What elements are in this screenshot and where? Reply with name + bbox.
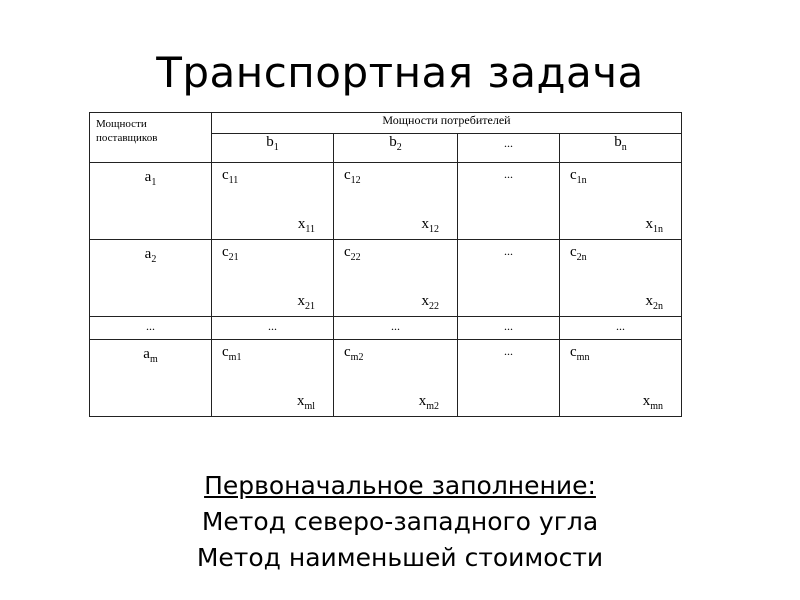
- cost-value: $c_{21}$: [222, 244, 239, 263]
- var-value: $x_{ml}$: [296, 393, 315, 412]
- cost-value: $c_{m2}$: [344, 344, 364, 363]
- var-value: $x_{12}$: [421, 216, 439, 235]
- ellipsis: ...: [334, 317, 458, 340]
- supplier-a2: $a_2$: [90, 240, 212, 317]
- ellipsis: ...: [560, 317, 682, 340]
- consumer-ellipsis: ...: [458, 134, 560, 163]
- cost-cell: [334, 240, 458, 317]
- ellipsis: ...: [90, 317, 212, 340]
- var-value: $x_{mn}$: [642, 393, 663, 412]
- table-row: [90, 240, 682, 317]
- supplier-am: $a_m$: [90, 340, 212, 417]
- cost-cell: [212, 340, 334, 417]
- cost-cell: [560, 340, 682, 417]
- cost-cell: [212, 163, 334, 240]
- var-value: $x_{21}$: [297, 293, 315, 312]
- ellipsis-cell: ...: [458, 163, 560, 240]
- cost-cell: [560, 240, 682, 317]
- ellipsis-cell: ...: [458, 240, 560, 317]
- consumer-header: Мощности потребителей: [212, 113, 682, 134]
- cost-value: $c_{11}$: [222, 167, 239, 186]
- footer-text: [0, 468, 800, 576]
- ellipsis: ...: [458, 317, 560, 340]
- var-value: $x_{11}$: [297, 216, 315, 235]
- ellipsis-row: [90, 317, 682, 340]
- cost-value: $c_{mn}$: [570, 344, 590, 363]
- var-value: $x_{22}$: [421, 293, 439, 312]
- cost-value: $c_{22}$: [344, 244, 361, 263]
- method-item: Метод северо-западного угла: [201, 507, 599, 536]
- consumer-bn: $b_n$: [560, 134, 682, 163]
- supplier-a1: $a_1$: [90, 163, 212, 240]
- consumer-b2: $b_2$: [334, 134, 458, 163]
- table-row: [90, 340, 682, 417]
- var-value: $x_{1n}$: [645, 216, 663, 235]
- cost-cell: [560, 163, 682, 240]
- transport-table: [89, 112, 682, 417]
- cost-value: $c_{2n}$: [570, 244, 587, 263]
- cost-value: $c_{1n}$: [570, 167, 587, 186]
- table-row: [90, 163, 682, 240]
- cost-cell: [334, 340, 458, 417]
- var-value: $x_{m2}$: [418, 393, 439, 412]
- cost-value: $c_{m1}$: [222, 344, 242, 363]
- method-item: Метод наименьшей стоимости: [196, 543, 604, 572]
- cost-cell: [212, 240, 334, 317]
- supply-header: Мощности поставщиков: [90, 113, 212, 163]
- cost-cell: [334, 163, 458, 240]
- page-title: Транспортная задача: [156, 48, 644, 97]
- footer-heading: Первоначальное заполнение:: [204, 471, 596, 500]
- var-value: $x_{2n}$: [645, 293, 663, 312]
- cost-value: $c_{12}$: [344, 167, 361, 186]
- consumer-b1: $b_1$: [212, 134, 334, 163]
- ellipsis: ...: [212, 317, 334, 340]
- ellipsis-cell: ...: [458, 340, 560, 417]
